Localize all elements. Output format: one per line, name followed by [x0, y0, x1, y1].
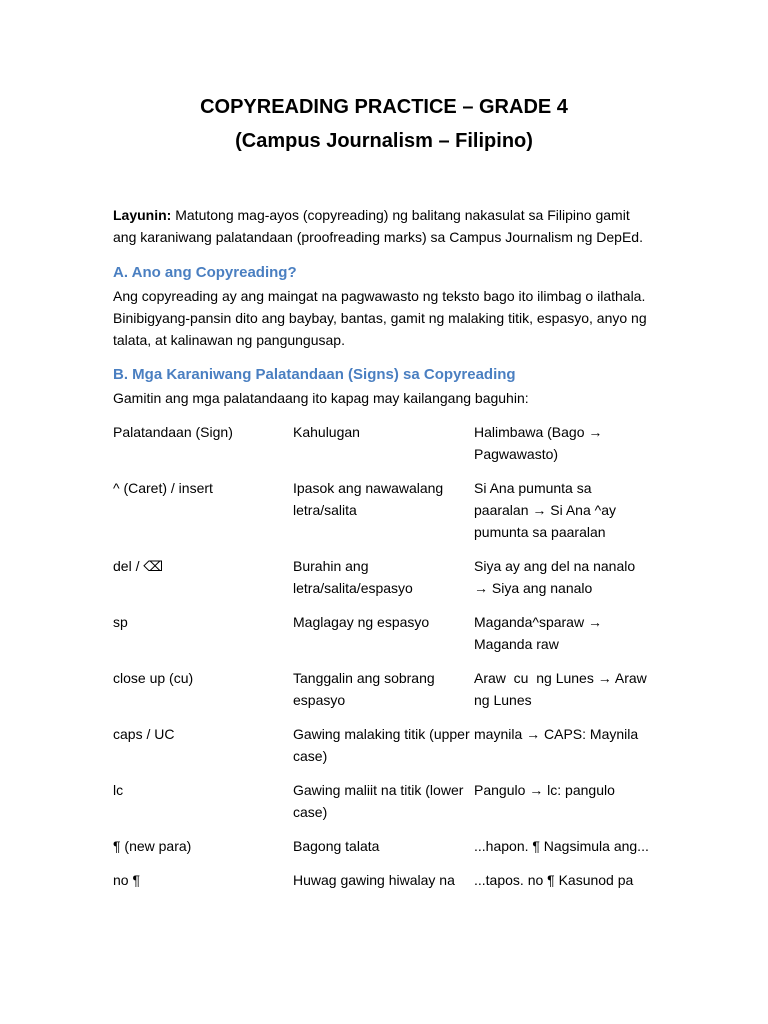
- table-cell-sign: ¶ (new para): [113, 838, 192, 854]
- table-row: [113, 779, 653, 823]
- table-cell-sign: no ¶: [113, 872, 140, 888]
- table-cell-example: Pangulo → lc: pangulo: [474, 782, 615, 798]
- table-cell-example: Maganda^sparaw → Maganda raw: [474, 614, 602, 652]
- table-header-example: Halimbawa (Bago → Pagwawasto): [474, 424, 603, 462]
- table-row: [113, 723, 653, 767]
- table-header-sign: Palatandaan (Sign): [113, 424, 233, 440]
- table-cell-example: Siya ay ang del na nanalo → Siya ang nanalo: [474, 558, 636, 596]
- table-cell-meaning: Ipasok ang nawawalang letra/salita: [293, 480, 444, 518]
- table-cell-meaning: Maglagay ng espasyo: [293, 614, 430, 630]
- section-b-heading: B. Mga Karaniwang Palatandaan (Signs) sa Copyreading: [113, 366, 516, 383]
- table-cell-example: ...hapon. ¶ Nagsimula ang...: [474, 838, 649, 854]
- table-cell-meaning: Gawing malaking titik (upper case): [293, 726, 470, 764]
- table-cell-sign: close up (cu): [113, 670, 194, 686]
- table-row: [113, 835, 653, 857]
- objective-paragraph: [113, 204, 653, 248]
- table-cell-sign: lc: [113, 782, 124, 798]
- section-a-heading: A. Ano ang Copyreading?: [113, 264, 297, 281]
- objective-label: Layunin:: [113, 207, 172, 223]
- section-b-intro: Gamitin ang mga palatandaang ito kapag may kailangang baguhin:: [113, 390, 529, 406]
- table-cell-sign: caps / UC: [113, 726, 175, 742]
- table-cell-example: Si Ana pumunta sa paaralan → Si Ana ^ay pumunta sa paaralan: [474, 480, 616, 540]
- table-row: [113, 869, 653, 891]
- table-header-meaning: Kahulugan: [293, 424, 360, 440]
- table-cell-meaning: Tanggalin ang sobrang espasyo: [293, 670, 435, 708]
- table-cell-example: maynila → CAPS: Maynila: [474, 726, 639, 742]
- table-row: [113, 555, 653, 599]
- table-cell-sign: del / ⌫: [113, 558, 164, 574]
- table-row: [113, 611, 653, 655]
- table-cell-sign: sp: [113, 614, 128, 630]
- table-cell-meaning: Bagong talata: [293, 838, 380, 854]
- signs-table: [113, 421, 653, 903]
- table-cell-meaning: Gawing maliit na titik (lower case): [293, 782, 464, 820]
- table-row: [113, 477, 653, 543]
- document-subtitle: (Campus Journalism – Filipino): [235, 130, 533, 152]
- table-header-row: [113, 421, 653, 465]
- table-cell-meaning: Huwag gawing hiwalay na: [293, 872, 455, 888]
- table-row: [113, 667, 653, 711]
- document-title: COPYREADING PRACTICE – GRADE 4: [200, 96, 568, 118]
- table-cell-example: Araw cu ng Lunes → Araw ng Lunes: [474, 670, 651, 708]
- table-cell-example: ...tapos. no ¶ Kasunod pa: [474, 872, 634, 888]
- table-cell-meaning: Burahin ang letra/salita/espasyo: [293, 558, 413, 596]
- section-a-body: Ang copyreading ay ang maingat na pagwawasto ng teksto bago ito ilimbag o ilathala. Binibigyang-pansin dito ang baybay, bantas, gamit ng malaking titik, espasyo, anyo ng talata, at kalinawan ng pangungusap.: [113, 288, 647, 348]
- objective-text: Matutong mag-ayos (copyreading) ng balitang nakasulat sa Filipino gamit ang karaniwang palatandaan (proofreading marks) sa Campus Journalism ng DepEd.: [113, 207, 643, 245]
- table-cell-sign: ^ (Caret) / insert: [113, 480, 213, 496]
